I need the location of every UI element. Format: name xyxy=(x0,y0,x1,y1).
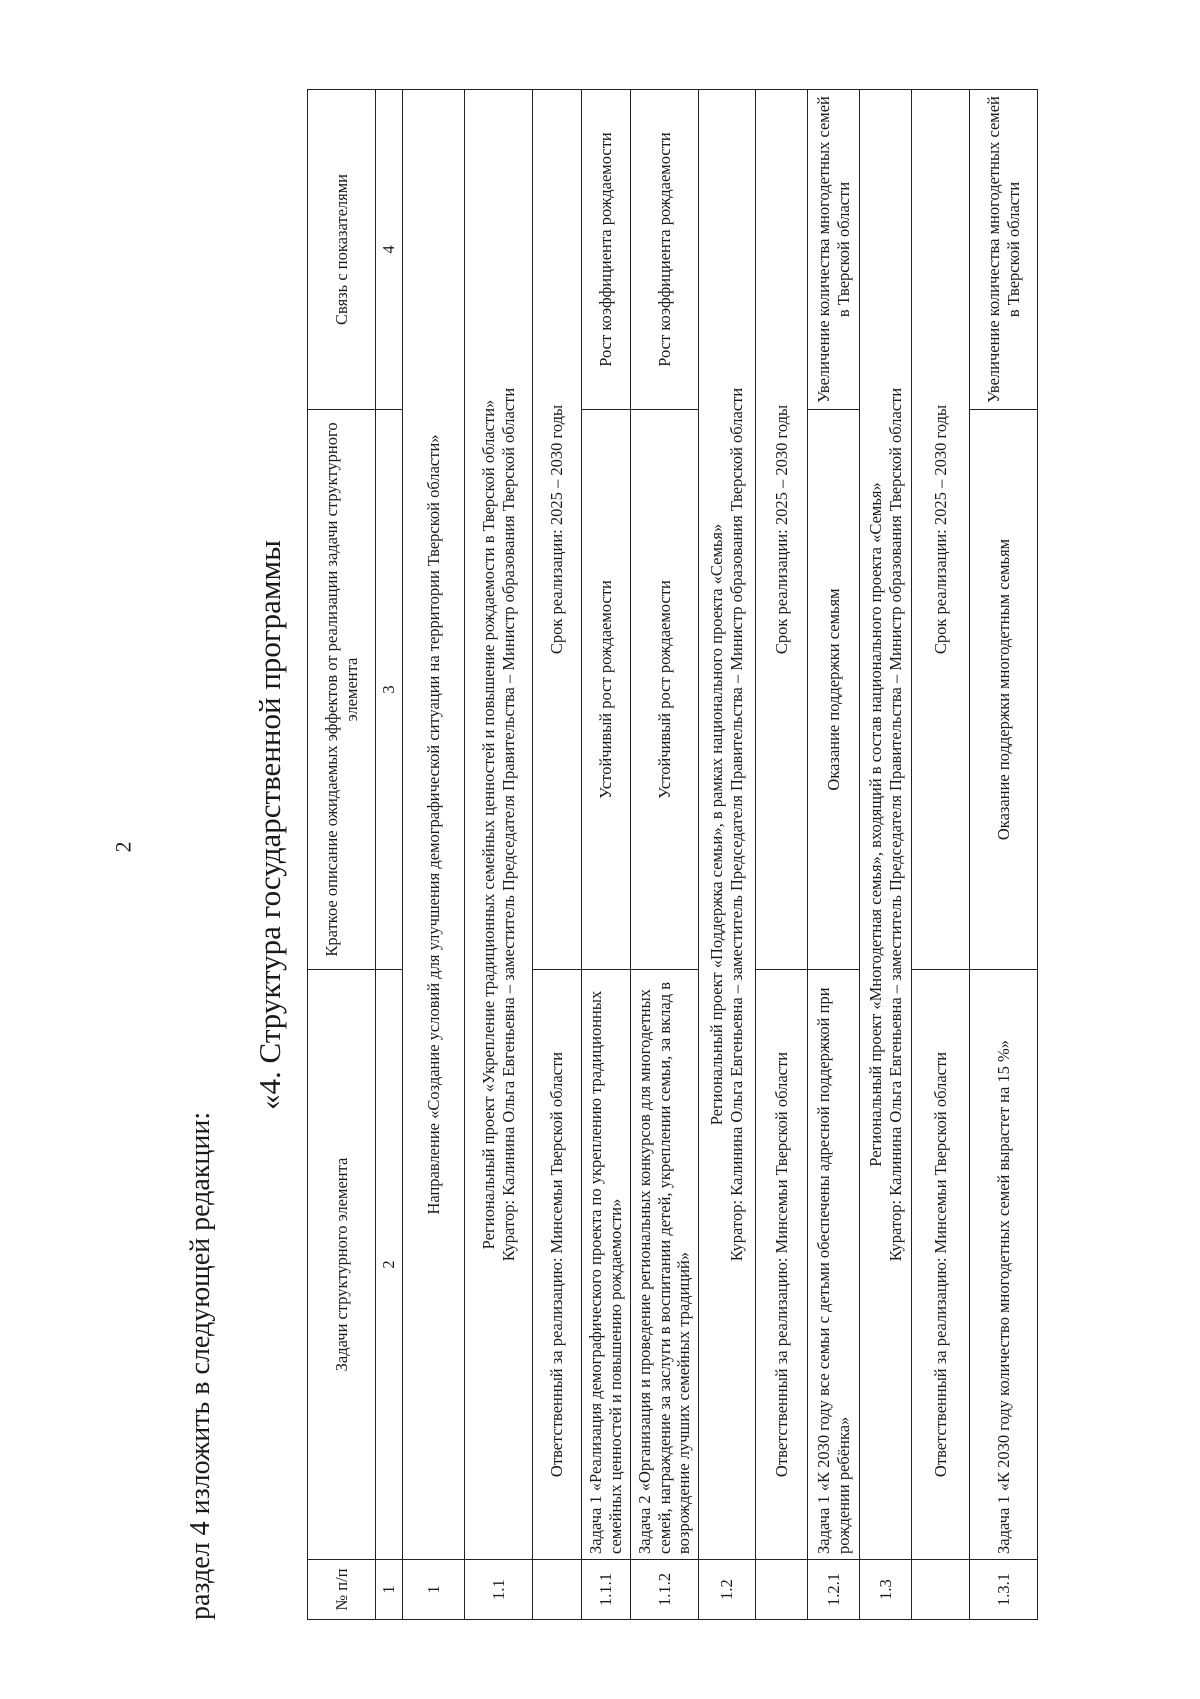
row-number: 1.2 xyxy=(699,1560,756,1620)
project-curator: Куратор: Калинина Ольга Евгеньевна – заместитель Председателя Правительства – Министр образования Тверской области xyxy=(498,387,518,1262)
column-numbers-row xyxy=(376,90,403,1620)
project-curator: Куратор: Калинина Ольга Евгеньевна – заместитель Председателя Правительства – Министр образования Тверской области xyxy=(885,387,905,1262)
responsible-row xyxy=(912,90,970,1620)
responsible-text: Ответственный за реализацию: Минсемьи Тверской области xyxy=(912,970,970,1560)
header-tasks: Задачи структурного элемента xyxy=(308,970,376,1560)
task-row xyxy=(631,90,699,1620)
row-number: 1.3.1 xyxy=(970,1560,1038,1620)
row-number: 1 xyxy=(403,1560,465,1620)
effect-text: Устойчивый рост рождаемости xyxy=(582,410,631,970)
task-row xyxy=(808,90,860,1620)
col-number: 4 xyxy=(376,90,403,410)
responsible-row xyxy=(756,90,808,1620)
indicator-link: Рост коэффициента рождаемости xyxy=(631,90,699,410)
responsible-text: Ответственный за реализацию: Минсемьи Тверской области xyxy=(533,970,582,1560)
direction-row xyxy=(403,90,465,1620)
project-cell xyxy=(465,90,533,1560)
intro-text: раздел 4 изложить в следующей редакции: xyxy=(185,1111,216,1620)
section-title: «4. Структура государственной программы xyxy=(252,540,287,1110)
responsible-row xyxy=(533,90,582,1620)
header-link: Связь с показателями xyxy=(308,90,376,410)
project-row xyxy=(465,90,533,1620)
task-text: Задача 1 «К 2030 году количество многодетных семей вырастет на 15 %» xyxy=(970,970,1038,1560)
table-header-row xyxy=(308,90,376,1620)
responsible-text: Ответственный за реализацию: Минсемьи Тверской области xyxy=(756,970,808,1560)
col-number: 3 xyxy=(376,410,403,970)
indicator-link: Увеличение количества многодетных семей в Тверской области xyxy=(970,90,1038,410)
row-number: 1.2.1 xyxy=(808,1560,860,1620)
header-effects: Краткое описание ожидаемых эффектов от реализации задачи структурного элемента xyxy=(308,410,376,970)
project-cell xyxy=(860,90,912,1560)
col-number: 2 xyxy=(376,970,403,1560)
task-text: Задача 1 «Реализация демографического проекта по укреплению традиционных семейных ценностей и повышению рождаемости» xyxy=(582,970,631,1560)
project-title: Региональный проект «Поддержка семьи», в рамках национального проекта «Семья» xyxy=(707,523,727,1126)
header-num: № п/п xyxy=(308,1560,376,1620)
structure-table xyxy=(307,89,1038,1620)
task-text: Задача 1 «К 2030 году все семьи с детьми обеспечены адресной поддержкой при рождении ребёнка» xyxy=(808,970,860,1560)
indicator-link: Рост коэффициента рождаемости xyxy=(582,90,631,410)
document-content xyxy=(160,35,1120,1665)
row-number: 1.1.1 xyxy=(582,1560,631,1620)
row-number-empty xyxy=(533,1560,582,1620)
direction-text: Направление «Создание условий для улучшения демографической ситуации на территории Тверской области» xyxy=(403,90,465,1560)
row-number-empty xyxy=(912,1560,970,1620)
project-row xyxy=(699,90,756,1620)
page-number: 2 xyxy=(110,841,136,853)
task-row xyxy=(582,90,631,1620)
effect-text: Оказание поддержки семьям xyxy=(808,410,860,970)
indicator-link: Увеличение количества многодетных семей в Тверской области xyxy=(808,90,860,410)
effect-text: Оказание поддержки многодетным семьям xyxy=(970,410,1038,970)
task-text: Задача 2 «Организация и проведение региональных конкурсов для многодетных семей, награждение за заслуги в воспитании детей, укреплении семьи, за вклад в возрождение лучших семейных традиций» xyxy=(631,970,699,1560)
project-curator: Куратор: Калинина Ольга Евгеньевна – заместитель Председателя Правительства – Министр образования Тверской области xyxy=(727,387,746,1262)
row-number-empty xyxy=(756,1560,808,1620)
task-row xyxy=(970,90,1038,1620)
term-text: Срок реализации: 2025 – 2030 годы xyxy=(912,90,970,970)
col-number: 1 xyxy=(376,1560,403,1620)
row-number: 1.3 xyxy=(860,1560,912,1620)
project-title: Региональный проект «Укрепление традиционных семейных ценностей и повышение рождаемости в Тверской области» xyxy=(478,399,498,1250)
project-cell xyxy=(699,90,756,1560)
effect-text: Устойчивый рост рождаемости xyxy=(631,410,699,970)
row-number: 1.1.2 xyxy=(631,1560,699,1620)
term-text: Срок реализации: 2025 – 2030 годы xyxy=(756,90,808,970)
term-text: Срок реализации: 2025 – 2030 годы xyxy=(533,90,582,970)
project-row xyxy=(860,90,912,1620)
row-number: 1.1 xyxy=(465,1560,533,1620)
project-title: Региональный проект «Многодетная семья», входящий в состав национального проекта «Семья» xyxy=(865,482,885,1167)
